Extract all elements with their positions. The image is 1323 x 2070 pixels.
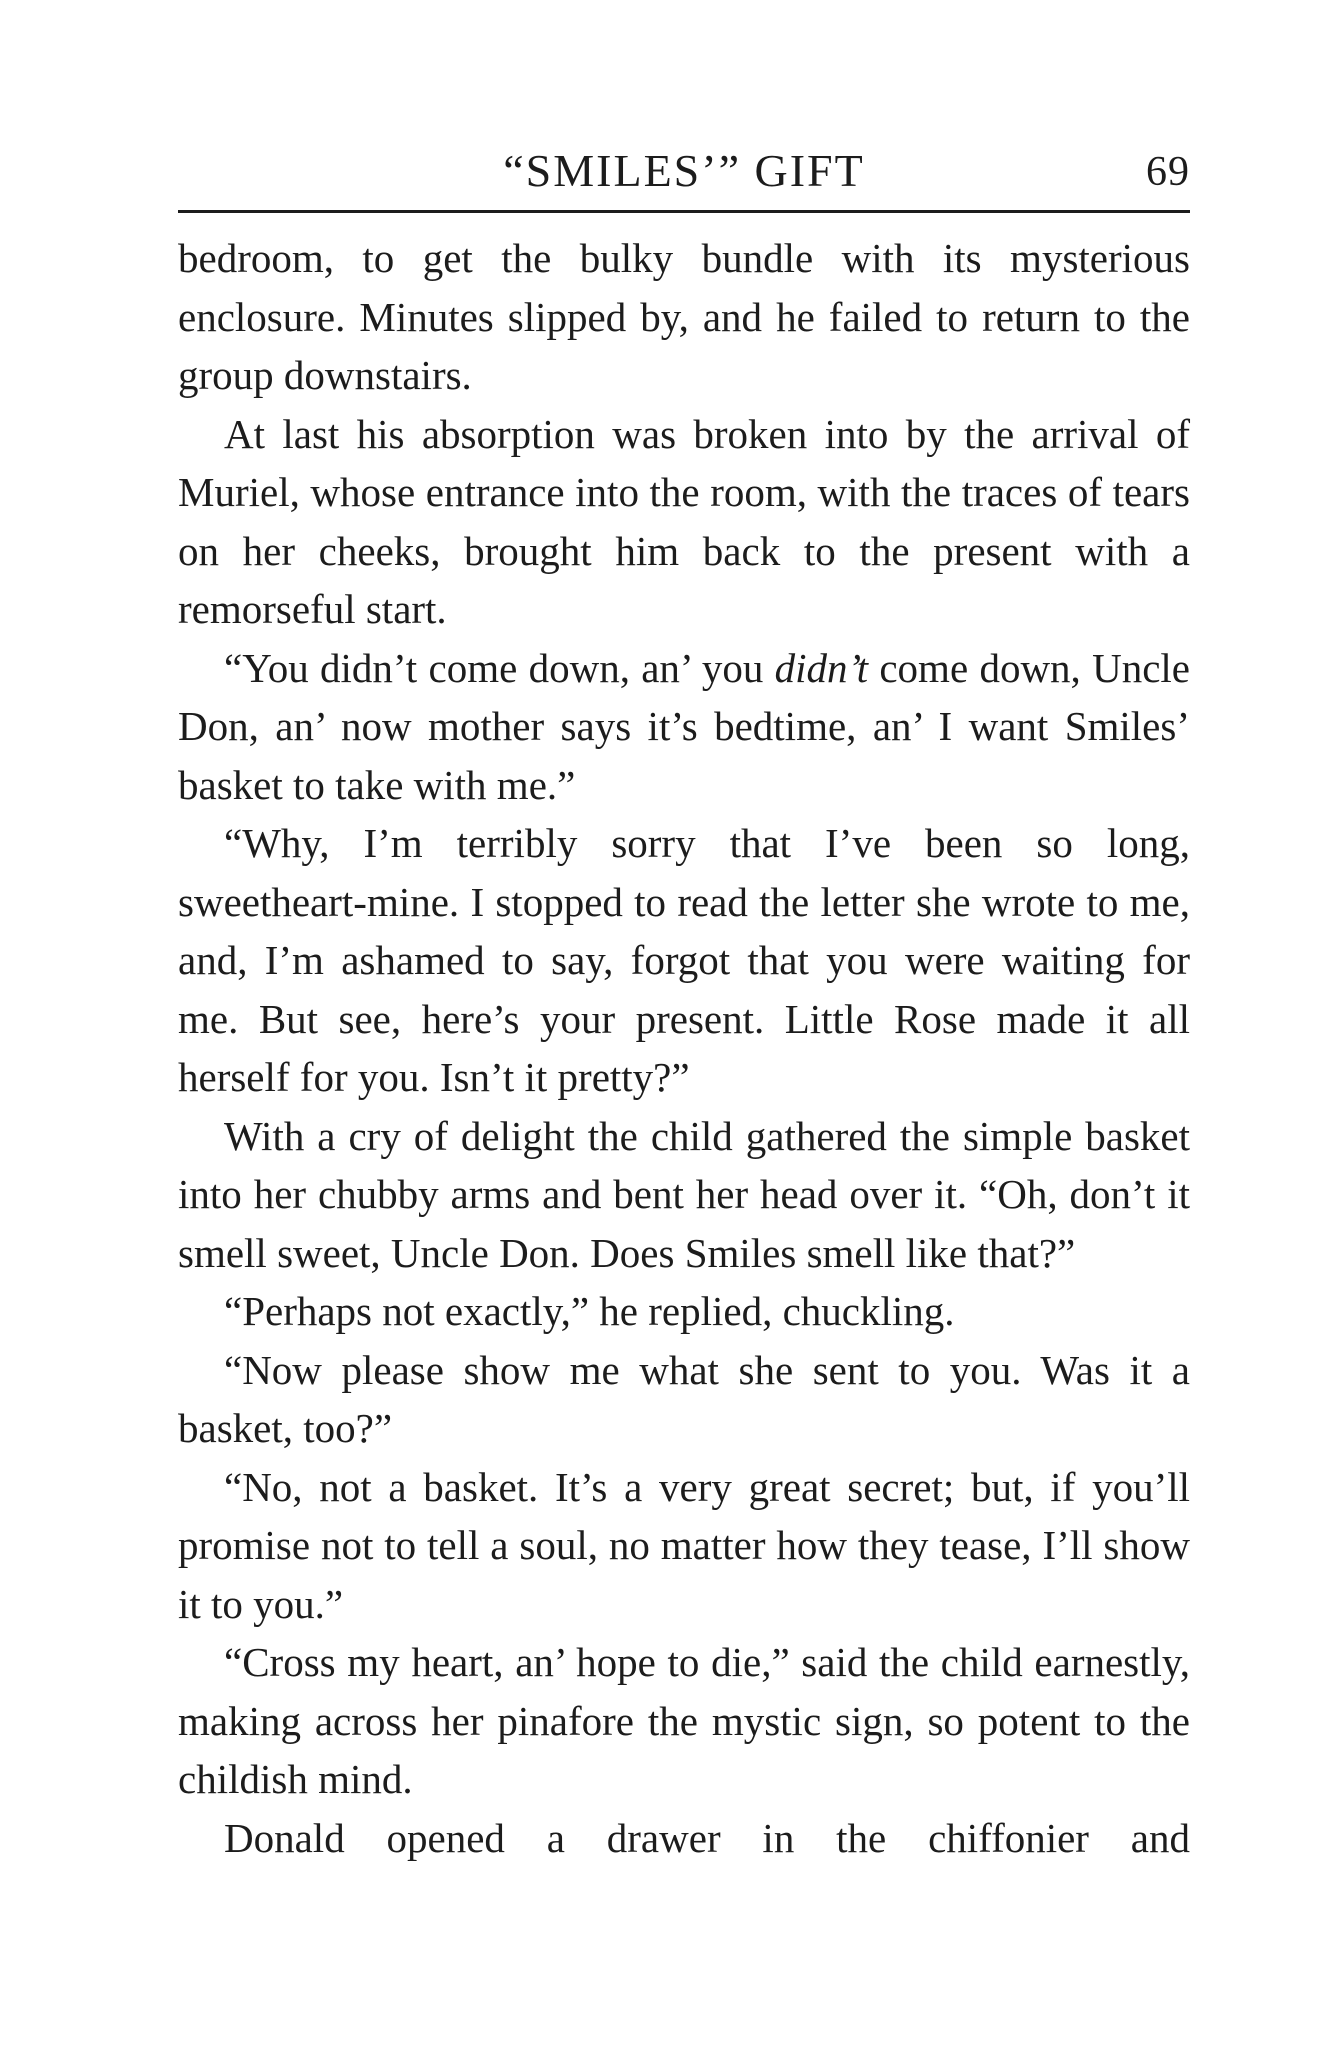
paragraph xyxy=(178,405,1190,639)
italic-text: didn’t xyxy=(774,644,869,691)
text-run: “You didn’t come down, an’ you xyxy=(224,644,775,691)
text-run: “Now please show me what she sent to you. Was it a basket, too?” xyxy=(178,1346,1190,1451)
running-title: “SMILES’” GIFT xyxy=(503,145,865,196)
paragraph xyxy=(178,1341,1190,1458)
running-head xyxy=(178,140,1190,210)
paragraph xyxy=(178,639,1190,815)
paragraph xyxy=(178,229,1190,405)
page-number: 69 xyxy=(1146,149,1190,195)
paragraph xyxy=(178,1809,1190,1868)
text-run: bedroom, to get the bulky bundle with its mysterious enclosure. Minutes slipped by, and he failed to return to the group downstairs. xyxy=(178,235,1190,398)
paragraph xyxy=(178,1107,1190,1283)
text-run: “No, not a basket. It’s a very great secret; but, if you’ll promise not to tell a soul, no matter how they tease, I’ll show it to you.” xyxy=(178,1463,1190,1627)
paragraph xyxy=(178,1458,1190,1634)
paragraph xyxy=(178,814,1190,1107)
text-run: “Cross my heart, an’ hope to die,” said the child earnestly, making across her pinafore the mystic sign, so potent to the childish mind. xyxy=(178,1639,1190,1802)
text-run: With a cry of delight the child gathered the simple basket into her chubby arms and bent her head over it. “Oh, don’t it smell sweet, Uncle Don. Does Smiles smell like that?” xyxy=(178,1112,1190,1276)
paragraph xyxy=(178,1633,1190,1809)
header-rule xyxy=(178,210,1190,213)
text-run: “Perhaps not exactly,” he replied, chuckling. xyxy=(224,1288,955,1334)
book-page xyxy=(178,140,1190,1867)
text-run: “Why, I’m terribly sorry that I’ve been so long, sweetheart-mine. I stopped to read the letter she wrote to me, and, I’m ashamed to say, forgot that you were waiting for me. But see, here’s your present. Little Rose made it all herself for you. Isn’t it pretty?” xyxy=(178,820,1190,1100)
body-text xyxy=(178,229,1190,1867)
text-run: come down, Uncle Don, an’ now mother says it’s bedtime, an’ I want Smiles’ basket to take with me.” xyxy=(178,644,1190,808)
text-run: Donald opened a drawer in the chiffonier and xyxy=(224,1814,1190,1861)
paragraph xyxy=(178,1282,1190,1341)
text-run: At last his absorption was broken into by the arrival of Muriel, whose entrance into the room, with the traces of tears on her cheeks, brought him back to the present with a remorseful start. xyxy=(178,410,1190,632)
